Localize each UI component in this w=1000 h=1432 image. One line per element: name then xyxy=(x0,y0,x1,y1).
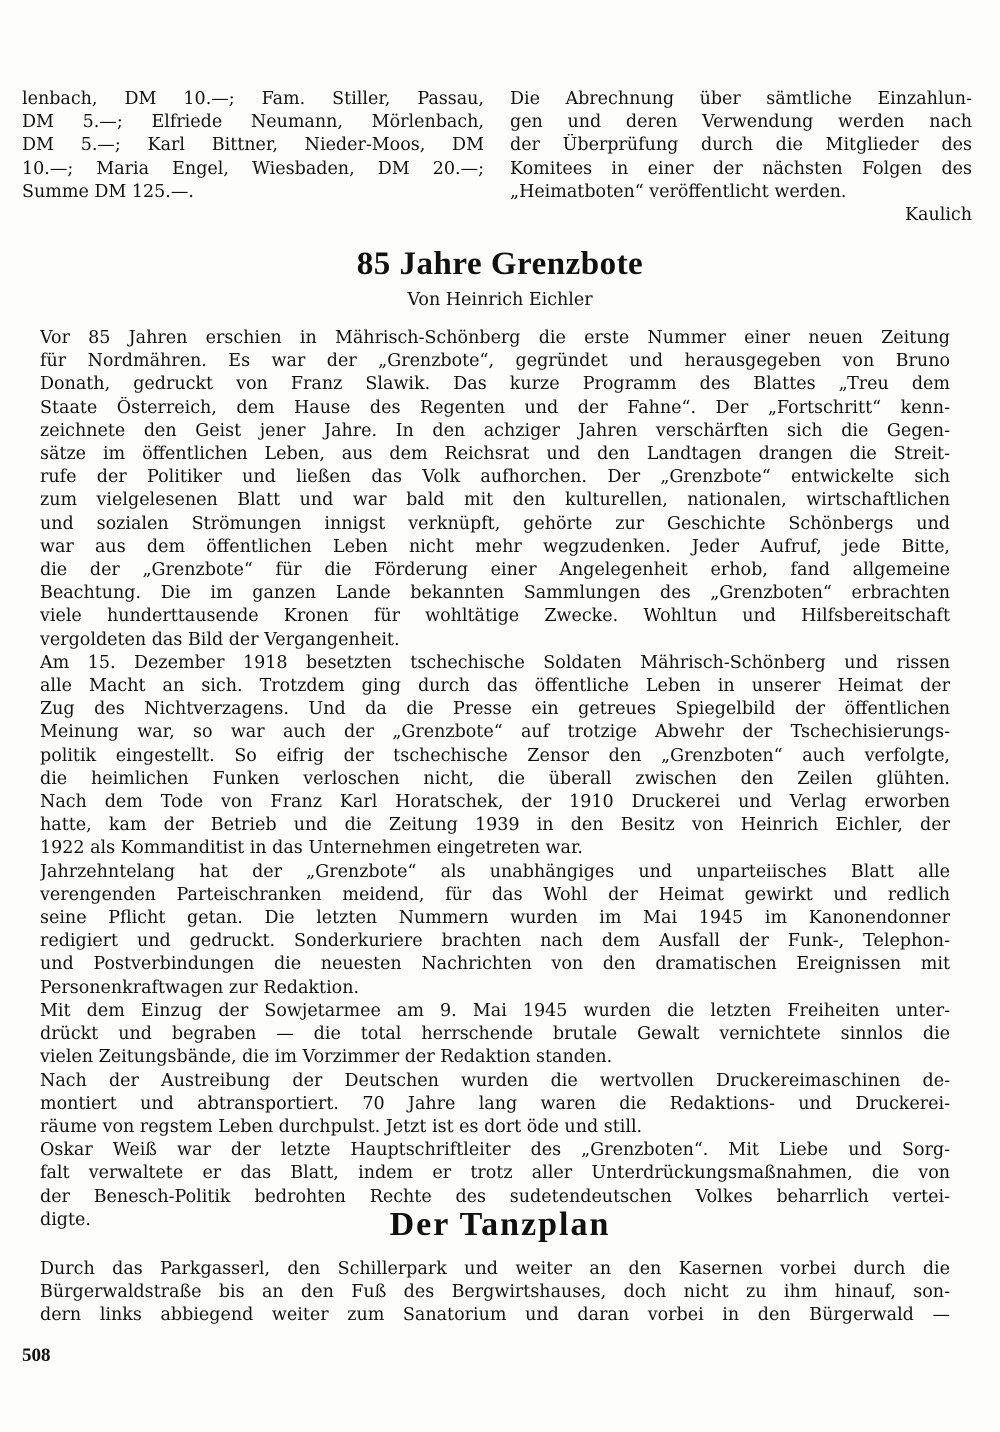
text-line: Oskar Weiß war der letzte Hauptschriftleiter des „Grenzboten“. Mit Liebe und Sorg- xyxy=(40,1140,950,1161)
text-line: Personenkraftwagen zur Redaktion. xyxy=(40,977,360,998)
text-line: DM 5.—; Elfriede Neumann, Mörlenbach, xyxy=(22,112,484,133)
text-line: Nach dem Tode von Franz Karl Horatschek, der 1910 Druckerei und Verlag erworben xyxy=(40,792,950,813)
text-line: „Heimatboten“ veröffentlicht werden. xyxy=(510,181,847,202)
text-line: Nach der Austreibung der Deutschen wurden die wertvollen Druckereimaschinen de- xyxy=(40,1070,950,1091)
text-line: gen und deren Verwendung werden nach xyxy=(510,112,972,133)
text-line: vielen Zeitungsbände, die im Vorzimmer der Redaktion standen. xyxy=(40,1047,613,1068)
text-line: die der „Grenzbote“ für die Förderung einer Angelegenheit erhob, fand allgemeine xyxy=(40,560,950,581)
text-line: Bürgerwaldstraße bis an den Fuß des Bergwirtshauses, doch nicht zu ihm hinauf, son- xyxy=(40,1282,950,1303)
text-line: seine Pflicht getan. Die letzten Nummern wurden im Mai 1945 im Kanonendonner xyxy=(40,908,950,929)
text-line: Beachtung. Die im ganzen Lande bekannten Sammlungen des „Grenzboten“ erbrachten xyxy=(40,583,950,604)
top-columns xyxy=(22,88,972,227)
text-line: räume von regstem Leben durchpulst. Jetzt ist es dort öde und still. xyxy=(40,1116,643,1137)
text-line: drückt und begraben — die total herrschende brutale Gewalt vernichtete sinnlos die xyxy=(40,1024,950,1045)
text-line: Durch das Parkgasserl, den Schillerpark und weiter an den Kasernen vorbei durch die xyxy=(40,1259,950,1279)
text-line: politik eingestellt. So eifrig der tschechische Zensor den „Grenzboten“ auch verfolgte, xyxy=(40,745,950,766)
accounting-note-text xyxy=(510,88,972,204)
text-line: digte. xyxy=(40,1209,91,1230)
text-line: redigiert und gedruckt. Sonderkuriere brachten nach dem Ausfall der Funk-, Telephon- xyxy=(40,931,950,952)
text-line: zeichnete den Geist jener Jahre. In den achziger Jahren verschärften sich die Gegen- xyxy=(40,420,950,441)
text-line: der Benesch-Politik bedrohten Rechte des sudetendeutschen Volkes beharrlich vertei- xyxy=(40,1186,950,1207)
text-line: vergoldeten das Bild der Vergangenheit. xyxy=(40,629,400,650)
article-title: 85 Jahre Grenzbote xyxy=(356,246,644,282)
donation-list-column xyxy=(22,88,484,227)
accounting-note-column xyxy=(510,88,972,227)
text-line: der Überprüfung durch die Mitglieder des xyxy=(510,135,972,156)
text-line: und sozialen Strömungen innigst verknüpft, gehörte zur Geschichte Schönbergs und xyxy=(40,513,950,534)
text-line: DM 5.—; Karl Bittner, Nieder-Moos, DM xyxy=(22,135,484,156)
text-line: für Nordmähren. Es war der „Grenzbote“, gegründet und herausgegeben von Bruno xyxy=(40,351,950,372)
text-line: falt verwaltete er das Blatt, indem er trotz aller Unterdrückungsmaßnahmen, die von xyxy=(40,1163,950,1184)
text-line: Vor 85 Jahren erschien in Mährisch-Schönberg die erste Nummer einer neuen Zeitung xyxy=(40,328,950,348)
text-line: hatte, kam der Betrieb und die Zeitung 1939 in den Besitz von Heinrich Eichler, der xyxy=(40,815,950,836)
text-line: 1922 als Kommanditist in das Unternehmen eingetreten war. xyxy=(40,838,583,859)
text-line: Staate Österreich, dem Hause des Regenten und der Fahne“. Der „Fortschritt“ kenn- xyxy=(40,397,950,418)
second-article-title: Der Tanzplan xyxy=(389,1206,611,1243)
text-line: und Postverbindungen die neuesten Nachrichten von den dramatischen Ereignissen mit xyxy=(40,954,950,975)
text-line: Jahrzehntelang hat der „Grenzbote“ als unabhängiges und unparteiisches Blatt alle xyxy=(40,861,950,882)
text-line: die heimlichen Funken verloschen nicht, die überall zwischen den Zeilen glühten. xyxy=(40,768,950,789)
text-line: Am 15. Dezember 1918 besetzten tschechische Soldaten Mährisch-Schönberg und rissen xyxy=(40,652,950,673)
text-line: Komitees in einer der nächsten Folgen des xyxy=(510,158,972,179)
article-byline: Von Heinrich Eichler xyxy=(407,290,593,310)
text-line: viele hunderttausende Kronen für wohltätige Zwecke. Wohltun und Hilfsbereitschaft xyxy=(40,606,950,627)
text-line: Meinung war, so war auch der „Grenzbote“ auf trotzige Abwehr der Tschechisierungs- xyxy=(40,722,950,743)
text-line: Mit dem Einzug der Sowjetarmee am 9. Mai 1945 wurden die letzten Freiheiten unter- xyxy=(40,1000,950,1021)
text-line: rufe der Politiker und ließen das Volk aufhorchen. Der „Grenzbote“ entwickelte sich xyxy=(40,467,950,488)
text-line: sätze im öffentlichen Leben, aus dem Reichsrat und den Landtagen drangen die Streit- xyxy=(40,444,950,465)
text-line: dern links abbiegend weiter zum Sanatorium und daran vorbei in den Bürgerwald — xyxy=(40,1305,950,1326)
text-line: Zug des Nichtverzagens. Und da die Presse ein getreues Spiegelbild der öffentlichen xyxy=(40,699,950,720)
signature: Kaulich xyxy=(904,205,972,226)
text-line: montiert und abtransportiert. 70 Jahre lang waren die Redaktions- und Druckerei- xyxy=(40,1093,950,1114)
text-line: Donath, gedruckt von Franz Slawik. Das kurze Programm des Blattes „Treu dem xyxy=(40,374,950,395)
text-line: Summe DM 125.—. xyxy=(22,181,194,202)
article-body xyxy=(40,327,950,1232)
second-article-body xyxy=(40,1258,950,1328)
text-line: verengenden Parteischranken meidend, für das Wohl der Heimat gewirkt und redlich xyxy=(40,884,950,905)
text-line: lenbach, DM 10.—; Fam. Stiller, Passau, xyxy=(22,89,484,109)
text-line: war aus dem öffentlichen Leben nicht mehr wegzudenken. Jeder Aufruf, jede Bitte, xyxy=(40,536,950,557)
text-line: zum vielgelesenen Blatt und war bald mit den kulturellen, nationalen, wirtschaftlichen xyxy=(40,490,950,511)
text-line: alle Macht an sich. Trotzdem ging durch das öffentliche Leben in unserer Heimat der xyxy=(40,676,950,697)
text-line: Die Abrechnung über sämtliche Einzahlun- xyxy=(510,89,972,109)
page-number: 508 xyxy=(22,1345,51,1366)
text-line: 10.—; Maria Engel, Wiesbaden, DM 20.—; xyxy=(22,158,484,179)
